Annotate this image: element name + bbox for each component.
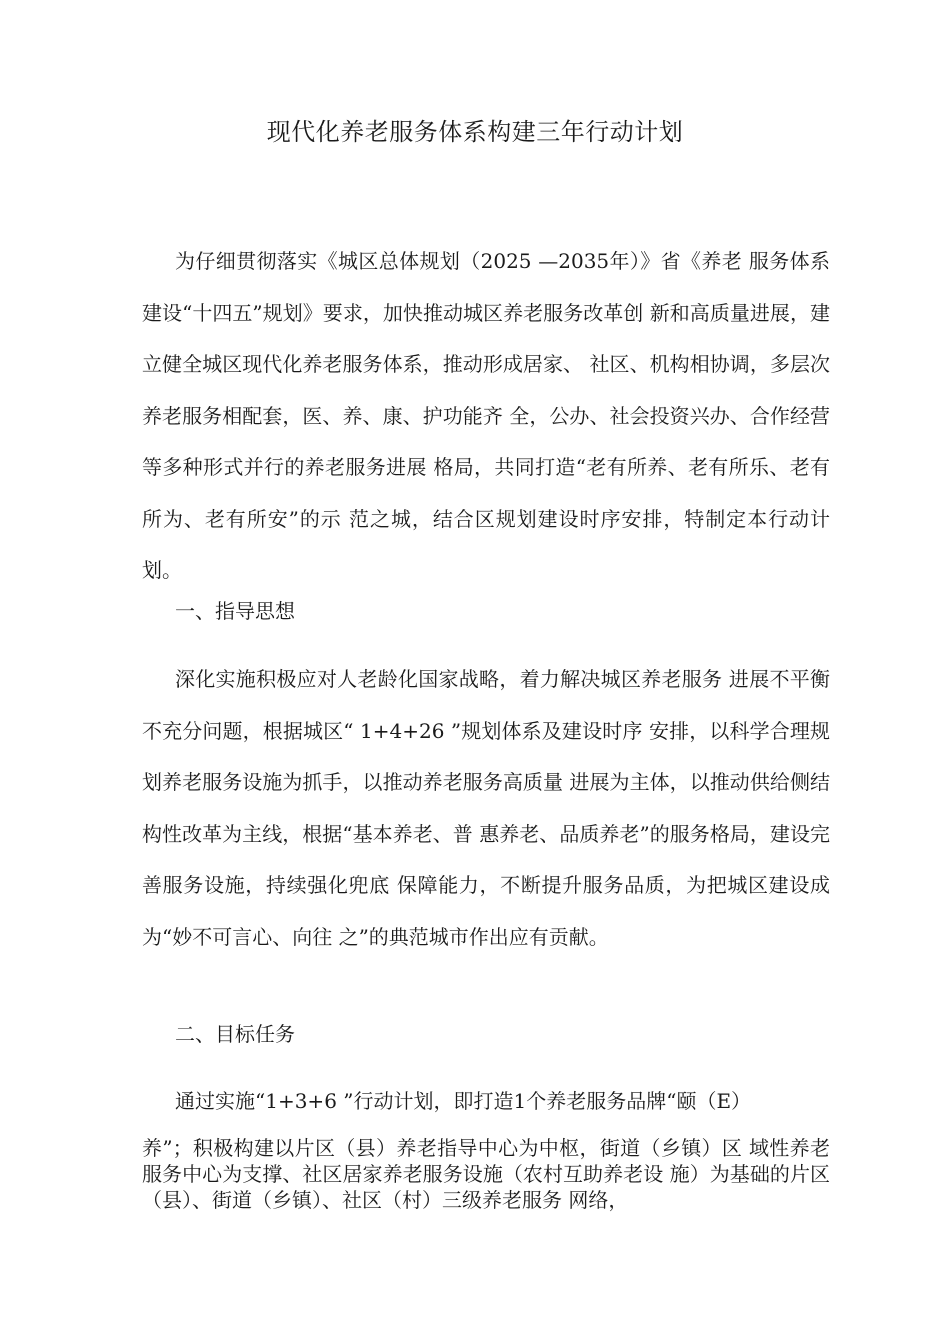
paragraph-intro: 为仔细贯彻落实《城区总体规划（2025 —2035年）》省《养老 服务体系建设“十四五”规划》要求，加快推动城区养老服务改革创 新和高质量进展，建立健全城区现代化养老服务体系，推动形成居家、 社区、机构相协调，多层次养老服务相配套，医、养、康、护功能齐 全，公办、社会投资兴办、合作经营等多种形式并行的养老服务进展 格局，共同打造“老有所养、老有所乐、老有所为、老有所安”的示 范之城，结合区规划建设时序安排，特制定本行动计划。: [142, 249, 830, 582]
paragraph-objectives-first-line: 通过实施“1+3+6 ”行动计划，即打造1个养老服务品牌“颐（E）: [175, 1089, 752, 1113]
document-title: 现代化养老服务体系构建三年行动计划: [266, 118, 684, 146]
paragraph-objectives-continued: 养”；积极构建以片区（县）养老指导中心为中枢，街道（乡镇）区 域性养老服务中心为支撑、社区居家养老服务设施（农村互助养老设 施）为基础的片区（县）、街道（乡镇）、社区（村）三级养老服务 网络，: [142, 1136, 830, 1212]
paragraph-guiding-thought: 深化实施积极应对人老龄化国家战略，着力解决城区养老服务 进展不平衡不充分问题，根据城区“ 1+4+26 ”规划体系及建设时序 安排，以科学合理规划养老服务设施为抓手，以推动养老服务高质量 进展为主体，以推动供给侧结构性改革为主线，根据“基本养老、普 惠养老、品质养老”的服务格局，建设完善服务设施，持续强化兜底 保障能力，不断提升服务品质，为把城区建设成为“妙不可言心、向往 之”的典范城市作出应有贡献。: [142, 667, 830, 949]
section-heading-guiding-thought: 一、指导思想: [175, 599, 295, 623]
section-heading-objectives: 二、目标任务: [175, 1022, 295, 1046]
